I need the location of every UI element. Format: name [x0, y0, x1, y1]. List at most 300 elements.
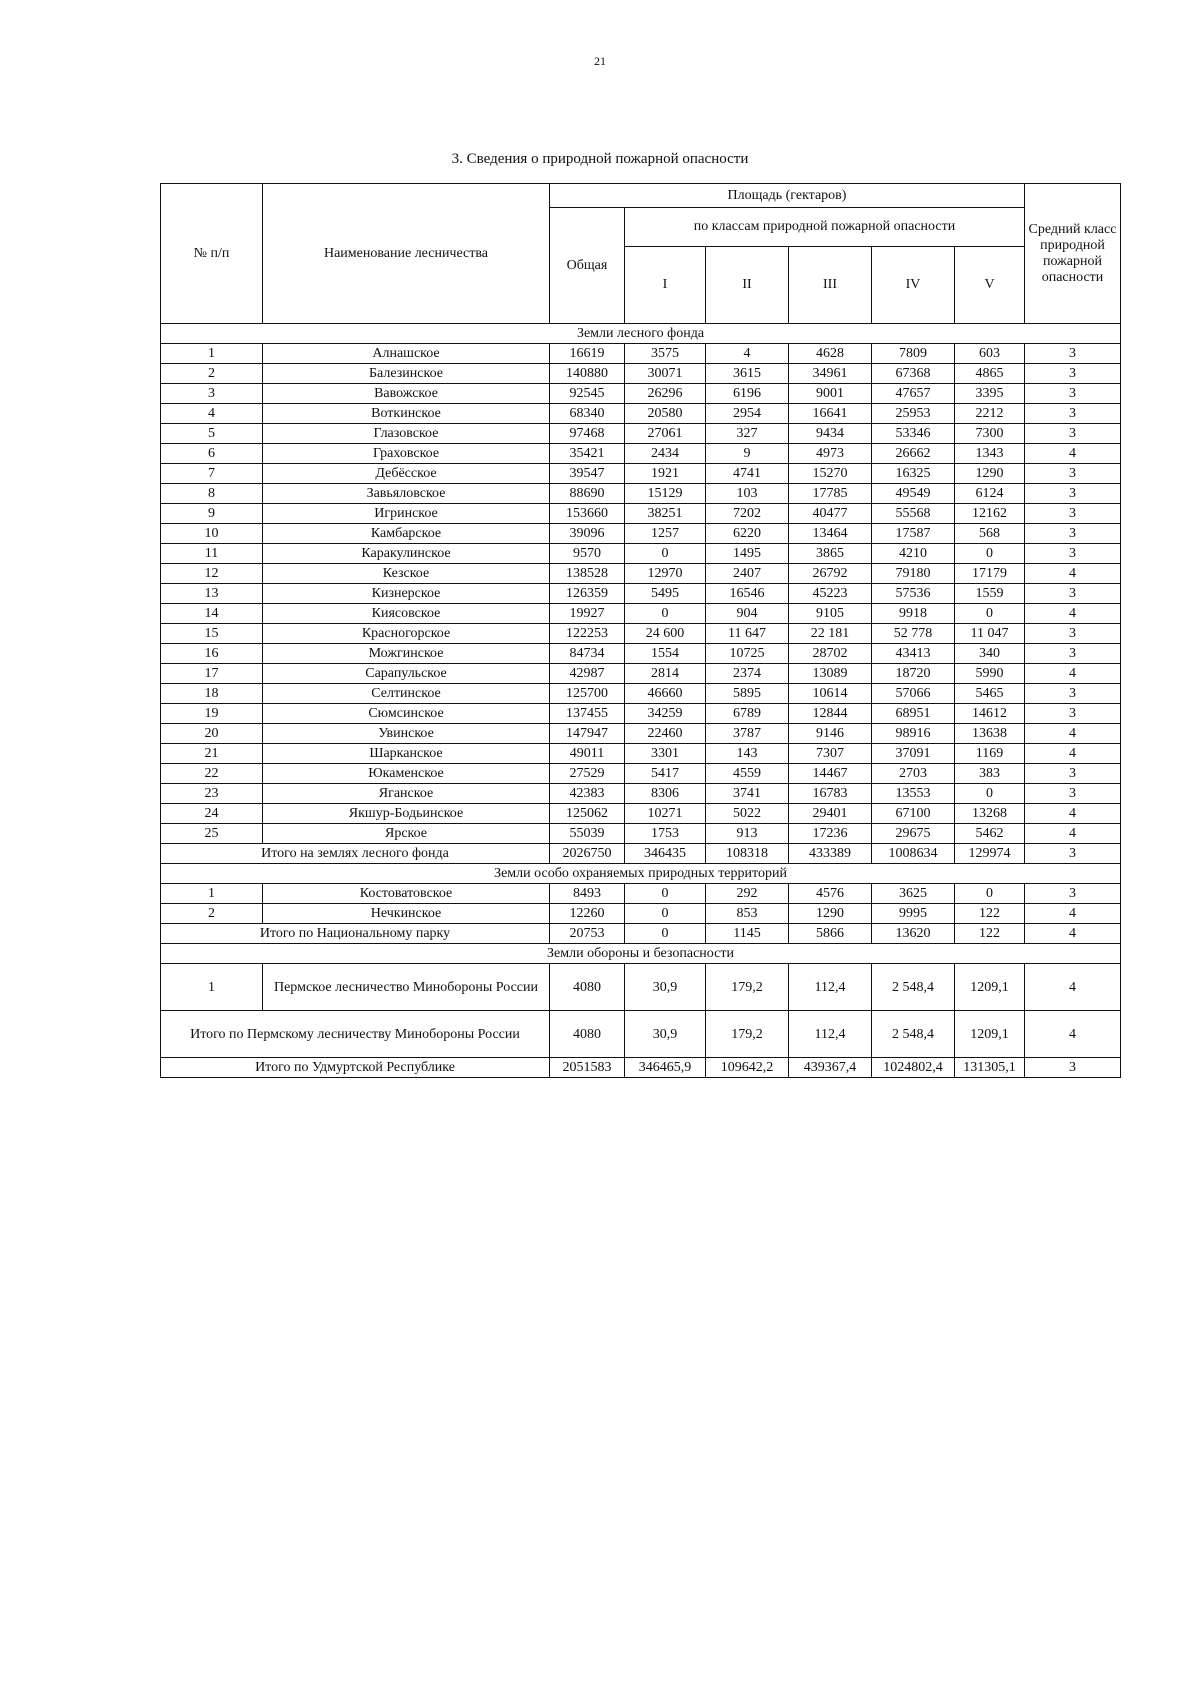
row-number: 6	[161, 444, 263, 464]
class-5-area: 1169	[955, 744, 1025, 764]
page-number: 21	[594, 54, 606, 68]
row-number: 23	[161, 784, 263, 804]
avg-class: 4	[1025, 664, 1121, 684]
avg-class: 3	[1025, 844, 1121, 864]
class-3-area: 22 181	[789, 624, 872, 644]
avg-class: 4	[1025, 964, 1121, 1011]
area-total: 42383	[550, 784, 625, 804]
class-4-area: 25953	[872, 404, 955, 424]
row-number: 16	[161, 644, 263, 664]
class-1-area: 27061	[625, 424, 706, 444]
section-heading-row	[161, 864, 1121, 884]
avg-class: 3	[1025, 364, 1121, 384]
area-total: 20753	[550, 924, 625, 944]
class-1-area: 0	[625, 924, 706, 944]
row-number: 22	[161, 764, 263, 784]
section-heading-row	[161, 944, 1121, 964]
header-num: № п/п	[161, 184, 263, 324]
area-total: 49011	[550, 744, 625, 764]
class-2-area: 9	[706, 444, 789, 464]
class-2-area: 11 647	[706, 624, 789, 644]
class-2-area: 2374	[706, 664, 789, 684]
table-row	[161, 904, 1121, 924]
total-row	[161, 1058, 1121, 1078]
table-row	[161, 524, 1121, 544]
avg-class: 3	[1025, 1058, 1121, 1078]
class-4-area: 9995	[872, 904, 955, 924]
forestry-name: Ярское	[263, 824, 550, 844]
area-total: 39096	[550, 524, 625, 544]
class-3-area: 4973	[789, 444, 872, 464]
forestry-name: Юкаменское	[263, 764, 550, 784]
table-row	[161, 344, 1121, 364]
class-2-area: 7202	[706, 504, 789, 524]
avg-class: 4	[1025, 604, 1121, 624]
avg-class: 3	[1025, 464, 1121, 484]
class-5-area: 5465	[955, 684, 1025, 704]
row-number: 8	[161, 484, 263, 504]
class-3-area: 45223	[789, 584, 872, 604]
table-row	[161, 704, 1121, 724]
class-2-area: 4	[706, 344, 789, 364]
class-5-area: 568	[955, 524, 1025, 544]
avg-class: 4	[1025, 724, 1121, 744]
forestry-name: Пермское лесничество Минобороны России	[263, 964, 550, 1011]
class-4-area: 2703	[872, 764, 955, 784]
class-3-area: 26792	[789, 564, 872, 584]
class-5-area: 131305,1	[955, 1058, 1025, 1078]
class-1-area: 0	[625, 884, 706, 904]
class-2-area: 2954	[706, 404, 789, 424]
class-2-area: 4741	[706, 464, 789, 484]
section-heading-row	[161, 324, 1121, 344]
class-5-area: 1209,1	[955, 964, 1025, 1011]
table-row	[161, 964, 1121, 1011]
area-total: 39547	[550, 464, 625, 484]
class-4-area: 2 548,4	[872, 964, 955, 1011]
class-2-area: 6196	[706, 384, 789, 404]
class-1-area: 34259	[625, 704, 706, 724]
class-2-area: 1145	[706, 924, 789, 944]
forestry-name: Сарапульское	[263, 664, 550, 684]
forestry-name: Завьяловское	[263, 484, 550, 504]
class-3-area: 16641	[789, 404, 872, 424]
area-total: 12260	[550, 904, 625, 924]
row-number: 15	[161, 624, 263, 644]
class-1-area: 2434	[625, 444, 706, 464]
class-5-area: 7300	[955, 424, 1025, 444]
class-1-area: 346435	[625, 844, 706, 864]
class-5-area: 4865	[955, 364, 1025, 384]
class-5-area: 5990	[955, 664, 1025, 684]
area-total: 137455	[550, 704, 625, 724]
avg-class: 3	[1025, 764, 1121, 784]
area-total: 16619	[550, 344, 625, 364]
area-total: 126359	[550, 584, 625, 604]
class-4-area: 3625	[872, 884, 955, 904]
avg-class: 3	[1025, 424, 1121, 444]
row-number: 17	[161, 664, 263, 684]
forestry-name: Костоватовское	[263, 884, 550, 904]
avg-class: 4	[1025, 924, 1121, 944]
table-row	[161, 764, 1121, 784]
forestry-name: Воткинское	[263, 404, 550, 424]
class-4-area: 47657	[872, 384, 955, 404]
forestry-name: Красногорское	[263, 624, 550, 644]
class-4-area: 17587	[872, 524, 955, 544]
area-total: 153660	[550, 504, 625, 524]
table-row	[161, 404, 1121, 424]
total-label: Итого по Национальному парку	[161, 924, 550, 944]
class-4-area: 53346	[872, 424, 955, 444]
avg-class: 3	[1025, 384, 1121, 404]
class-1-area: 346465,9	[625, 1058, 706, 1078]
table-row	[161, 384, 1121, 404]
header-by-classes: по классам природной пожарной опасности	[625, 208, 1025, 247]
class-3-area: 12844	[789, 704, 872, 724]
class-2-area: 4559	[706, 764, 789, 784]
table-row	[161, 744, 1121, 764]
area-total: 27529	[550, 764, 625, 784]
forestry-name: Кезское	[263, 564, 550, 584]
class-1-area: 26296	[625, 384, 706, 404]
avg-class: 3	[1025, 884, 1121, 904]
row-number: 1	[161, 884, 263, 904]
table-row	[161, 504, 1121, 524]
table-row	[161, 644, 1121, 664]
class-4-area: 26662	[872, 444, 955, 464]
row-number: 10	[161, 524, 263, 544]
row-number: 25	[161, 824, 263, 844]
class-4-area: 16325	[872, 464, 955, 484]
row-number: 14	[161, 604, 263, 624]
class-5-area: 603	[955, 344, 1025, 364]
class-4-area: 7809	[872, 344, 955, 364]
class-5-area: 1343	[955, 444, 1025, 464]
class-3-area: 4576	[789, 884, 872, 904]
class-3-area: 29401	[789, 804, 872, 824]
class-1-area: 1554	[625, 644, 706, 664]
class-3-area: 4628	[789, 344, 872, 364]
class-3-area: 3865	[789, 544, 872, 564]
table-row	[161, 484, 1121, 504]
forestry-name: Глазовское	[263, 424, 550, 444]
forestry-name: Вавожское	[263, 384, 550, 404]
class-5-area: 13268	[955, 804, 1025, 824]
header-class-3: III	[789, 247, 872, 324]
forestry-name: Сюмсинское	[263, 704, 550, 724]
class-4-area: 37091	[872, 744, 955, 764]
class-3-area: 13089	[789, 664, 872, 684]
table-row	[161, 424, 1121, 444]
class-3-area: 9434	[789, 424, 872, 444]
row-number: 5	[161, 424, 263, 444]
class-2-area: 5895	[706, 684, 789, 704]
class-1-area: 22460	[625, 724, 706, 744]
class-5-area: 17179	[955, 564, 1025, 584]
class-1-area: 0	[625, 544, 706, 564]
header-class-1: I	[625, 247, 706, 324]
class-3-area: 1290	[789, 904, 872, 924]
class-5-area: 13638	[955, 724, 1025, 744]
area-total: 97468	[550, 424, 625, 444]
class-3-area: 13464	[789, 524, 872, 544]
forestry-name: Нечкинское	[263, 904, 550, 924]
avg-class: 4	[1025, 564, 1121, 584]
class-3-area: 112,4	[789, 964, 872, 1011]
avg-class: 4	[1025, 904, 1121, 924]
total-row	[161, 844, 1121, 864]
class-5-area: 6124	[955, 484, 1025, 504]
class-1-area: 5495	[625, 584, 706, 604]
area-total: 55039	[550, 824, 625, 844]
row-number: 18	[161, 684, 263, 704]
class-4-area: 68951	[872, 704, 955, 724]
avg-class: 3	[1025, 704, 1121, 724]
class-2-area: 5022	[706, 804, 789, 824]
row-number: 12	[161, 564, 263, 584]
class-4-area: 52 778	[872, 624, 955, 644]
class-3-area: 7307	[789, 744, 872, 764]
area-total: 84734	[550, 644, 625, 664]
class-4-area: 67368	[872, 364, 955, 384]
avg-class: 3	[1025, 484, 1121, 504]
class-2-area: 10725	[706, 644, 789, 664]
area-total: 42987	[550, 664, 625, 684]
class-4-area: 1024802,4	[872, 1058, 955, 1078]
forestry-name: Кизнерское	[263, 584, 550, 604]
class-4-area: 43413	[872, 644, 955, 664]
class-3-area: 112,4	[789, 1011, 872, 1058]
area-total: 140880	[550, 364, 625, 384]
total-label: Итого на землях лесного фонда	[161, 844, 550, 864]
class-2-area: 179,2	[706, 1011, 789, 1058]
area-total: 19927	[550, 604, 625, 624]
avg-class: 3	[1025, 684, 1121, 704]
row-number: 4	[161, 404, 263, 424]
forestry-name: Балезинское	[263, 364, 550, 384]
section-heading: Земли обороны и безопасности	[161, 944, 1121, 964]
area-total: 92545	[550, 384, 625, 404]
table-row	[161, 804, 1121, 824]
table-row	[161, 564, 1121, 584]
class-3-area: 10614	[789, 684, 872, 704]
avg-class: 4	[1025, 824, 1121, 844]
avg-class: 3	[1025, 404, 1121, 424]
table-row	[161, 684, 1121, 704]
class-1-area: 38251	[625, 504, 706, 524]
class-4-area: 13553	[872, 784, 955, 804]
class-2-area: 3741	[706, 784, 789, 804]
forestry-name: Алнашское	[263, 344, 550, 364]
class-3-area: 9146	[789, 724, 872, 744]
class-3-area: 28702	[789, 644, 872, 664]
area-total: 122253	[550, 624, 625, 644]
class-1-area: 8306	[625, 784, 706, 804]
class-5-area: 340	[955, 644, 1025, 664]
forestry-name: Камбарское	[263, 524, 550, 544]
forestry-name: Селтинское	[263, 684, 550, 704]
header-class-5: V	[955, 247, 1025, 324]
class-1-area: 15129	[625, 484, 706, 504]
total-row	[161, 924, 1121, 944]
class-5-area: 122	[955, 904, 1025, 924]
class-2-area: 327	[706, 424, 789, 444]
class-1-area: 1257	[625, 524, 706, 544]
class-5-area: 383	[955, 764, 1025, 784]
class-4-area: 18720	[872, 664, 955, 684]
class-5-area: 14612	[955, 704, 1025, 724]
row-number: 1	[161, 344, 263, 364]
table-body	[161, 324, 1121, 1078]
forestry-name: Увинское	[263, 724, 550, 744]
table-row	[161, 464, 1121, 484]
class-2-area: 6220	[706, 524, 789, 544]
header-area: Площадь (гектаров)	[550, 184, 1025, 208]
class-1-area: 1753	[625, 824, 706, 844]
class-5-area: 3395	[955, 384, 1025, 404]
document-title: 3. Сведения о природной пожарной опасности	[451, 151, 749, 167]
class-1-area: 2814	[625, 664, 706, 684]
class-2-area: 3615	[706, 364, 789, 384]
class-5-area: 2212	[955, 404, 1025, 424]
row-number: 19	[161, 704, 263, 724]
table-row	[161, 604, 1121, 624]
class-5-area: 1209,1	[955, 1011, 1025, 1058]
forestry-name: Каракулинское	[263, 544, 550, 564]
class-5-area: 122	[955, 924, 1025, 944]
area-total: 138528	[550, 564, 625, 584]
forestry-name: Игринское	[263, 504, 550, 524]
class-1-area: 24 600	[625, 624, 706, 644]
class-5-area: 0	[955, 544, 1025, 564]
class-4-area: 49549	[872, 484, 955, 504]
table-row	[161, 884, 1121, 904]
forestry-name: Дебёсское	[263, 464, 550, 484]
class-1-area: 30071	[625, 364, 706, 384]
table-row	[161, 724, 1121, 744]
class-4-area: 79180	[872, 564, 955, 584]
class-1-area: 1921	[625, 464, 706, 484]
avg-class: 3	[1025, 524, 1121, 544]
table-row	[161, 624, 1121, 644]
class-5-area: 0	[955, 884, 1025, 904]
class-4-area: 9918	[872, 604, 955, 624]
header-avg-class: Средний класс природной пожарной опасности	[1025, 184, 1121, 324]
table-row	[161, 584, 1121, 604]
avg-class: 3	[1025, 644, 1121, 664]
avg-class: 3	[1025, 344, 1121, 364]
class-2-area: 109642,2	[706, 1058, 789, 1078]
class-5-area: 0	[955, 604, 1025, 624]
class-2-area: 16546	[706, 584, 789, 604]
class-2-area: 143	[706, 744, 789, 764]
section-heading: Земли особо охраняемых природных территорий	[161, 864, 1121, 884]
area-total: 9570	[550, 544, 625, 564]
row-number: 24	[161, 804, 263, 824]
row-number: 7	[161, 464, 263, 484]
class-1-area: 3575	[625, 344, 706, 364]
class-2-area: 904	[706, 604, 789, 624]
class-3-area: 14467	[789, 764, 872, 784]
class-3-area: 17785	[789, 484, 872, 504]
class-4-area: 57536	[872, 584, 955, 604]
row-number: 1	[161, 964, 263, 1011]
forestry-name: Якшур-Бодьинское	[263, 804, 550, 824]
class-5-area: 129974	[955, 844, 1025, 864]
class-4-area: 55568	[872, 504, 955, 524]
area-total: 4080	[550, 1011, 625, 1058]
row-number: 20	[161, 724, 263, 744]
class-3-area: 16783	[789, 784, 872, 804]
table-row	[161, 824, 1121, 844]
class-4-area: 13620	[872, 924, 955, 944]
forestry-name: Киясовское	[263, 604, 550, 624]
class-3-area: 34961	[789, 364, 872, 384]
forestry-name: Шарканское	[263, 744, 550, 764]
row-number: 11	[161, 544, 263, 564]
area-total: 35421	[550, 444, 625, 464]
area-total: 4080	[550, 964, 625, 1011]
class-2-area: 179,2	[706, 964, 789, 1011]
class-4-area: 29675	[872, 824, 955, 844]
table-row	[161, 364, 1121, 384]
area-total: 2026750	[550, 844, 625, 864]
row-number: 2	[161, 364, 263, 384]
class-2-area: 6789	[706, 704, 789, 724]
class-2-area: 108318	[706, 844, 789, 864]
class-5-area: 11 047	[955, 624, 1025, 644]
total-label: Итого по Удмуртской Республике	[161, 1058, 550, 1078]
avg-class: 4	[1025, 744, 1121, 764]
class-5-area: 5462	[955, 824, 1025, 844]
class-5-area: 1290	[955, 464, 1025, 484]
avg-class: 3	[1025, 584, 1121, 604]
avg-class: 4	[1025, 444, 1121, 464]
class-3-area: 9105	[789, 604, 872, 624]
class-1-area: 5417	[625, 764, 706, 784]
header-class-2: II	[706, 247, 789, 324]
section-heading: Земли лесного фонда	[161, 324, 1121, 344]
header-name: Наименование лесничества	[263, 184, 550, 324]
header-class-4: IV	[872, 247, 955, 324]
class-3-area: 439367,4	[789, 1058, 872, 1078]
class-5-area: 1559	[955, 584, 1025, 604]
class-1-area: 30,9	[625, 1011, 706, 1058]
class-2-area: 2407	[706, 564, 789, 584]
header-total: Общая	[550, 208, 625, 324]
class-2-area: 292	[706, 884, 789, 904]
area-total: 2051583	[550, 1058, 625, 1078]
class-3-area: 433389	[789, 844, 872, 864]
row-number: 21	[161, 744, 263, 764]
table-row	[161, 444, 1121, 464]
class-3-area: 40477	[789, 504, 872, 524]
row-number: 9	[161, 504, 263, 524]
class-1-area: 0	[625, 604, 706, 624]
class-5-area: 12162	[955, 504, 1025, 524]
area-total: 147947	[550, 724, 625, 744]
fire-danger-table	[160, 183, 1121, 1078]
forestry-name: Можгинское	[263, 644, 550, 664]
class-2-area: 103	[706, 484, 789, 504]
row-number: 2	[161, 904, 263, 924]
class-2-area: 853	[706, 904, 789, 924]
forestry-name: Яганское	[263, 784, 550, 804]
table-row	[161, 544, 1121, 564]
area-total: 125062	[550, 804, 625, 824]
area-total: 68340	[550, 404, 625, 424]
